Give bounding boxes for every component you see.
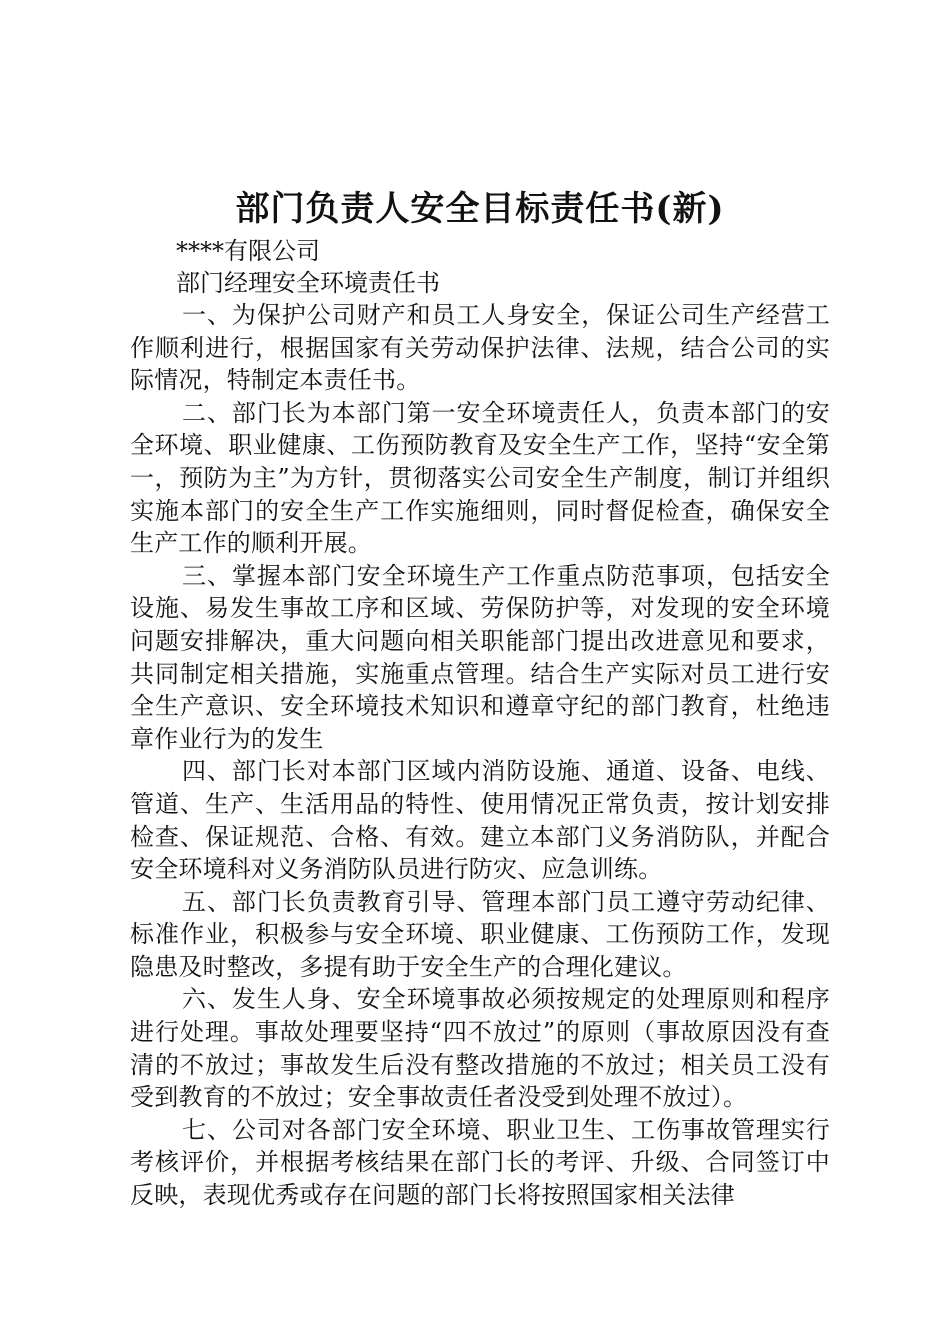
company-name: ****有限公司 <box>176 237 320 265</box>
paragraph-1: 一、为保护公司财产和员工人身安全，保证公司生产经营工作顺利进行，根据国家有关劳动保护法律、法规，结合公司的实际情况，特制定本责任书。 <box>130 301 830 395</box>
document-subtitle: 部门经理安全环境责任书 <box>176 269 440 297</box>
paragraph-7: 七、公司对各部门安全环境、职业卫生、工伤事故管理实行考核评价，并根据考核结果在部门长的考评、升级、合同签订中反映，表现优秀或存在问题的部门长将按照国家相关法律 <box>130 1115 830 1210</box>
paragraph-5: 五、部门长负责教育引导、管理本部门员工遵守劳动纪律、标准作业，积极参与安全环境、职业健康、工伤预防工作，发现隐患及时整改，多提有助于安全生产的合理化建议。 <box>130 887 830 981</box>
document-title: 部门负责人安全目标责任书(新) <box>235 189 725 229</box>
paragraph-2: 二、部门长为本部门第一安全环境责任人，负责本部门的安全环境、职业健康、工伤预防教育及安全生产工作，坚持“安全第一，预防为主”为方针，贯彻落实公司安全生产制度，制订并组织实施本部门的安全生产工作实施细则，同时督促检查，确保安全生产工作的顺利开展。 <box>130 398 830 558</box>
paragraph-4: 四、部门长对本部门区域内消防设施、通道、设备、电线、管道、生产、生活用品的特性、使用情况正常负责，按计划安排检查、保证规范、合格、有效。建立本部门义务消防队，并配合安全环境科对义务消防队员进行防灾、应急训练。 <box>130 757 830 884</box>
paragraph-6: 六、发生人身、安全环境事故必须按规定的处理原则和程序进行处理。事故处理要坚持“四不放过”的原则（事故原因没有查清的不放过；事故发生后没有整改措施的不放过；相关员工没有受到教育的不放过；安全事故责任者没受到处理不放过）。 <box>130 985 830 1112</box>
document-page <box>130 183 830 1212</box>
paragraph-3: 三、掌握本部门安全环境生产工作重点防范事项，包括安全设施、易发生事故工序和区域、劳保防护等，对发现的安全环境问题安排解决，重大问题向相关职能部门提出改进意见和要求，共同制定相关措施，实施重点管理。结合生产实际对员工进行安全生产意识、安全环境技术知识和遵章守纪的部门教育，杜绝违章作业行为的发生 <box>130 561 830 753</box>
